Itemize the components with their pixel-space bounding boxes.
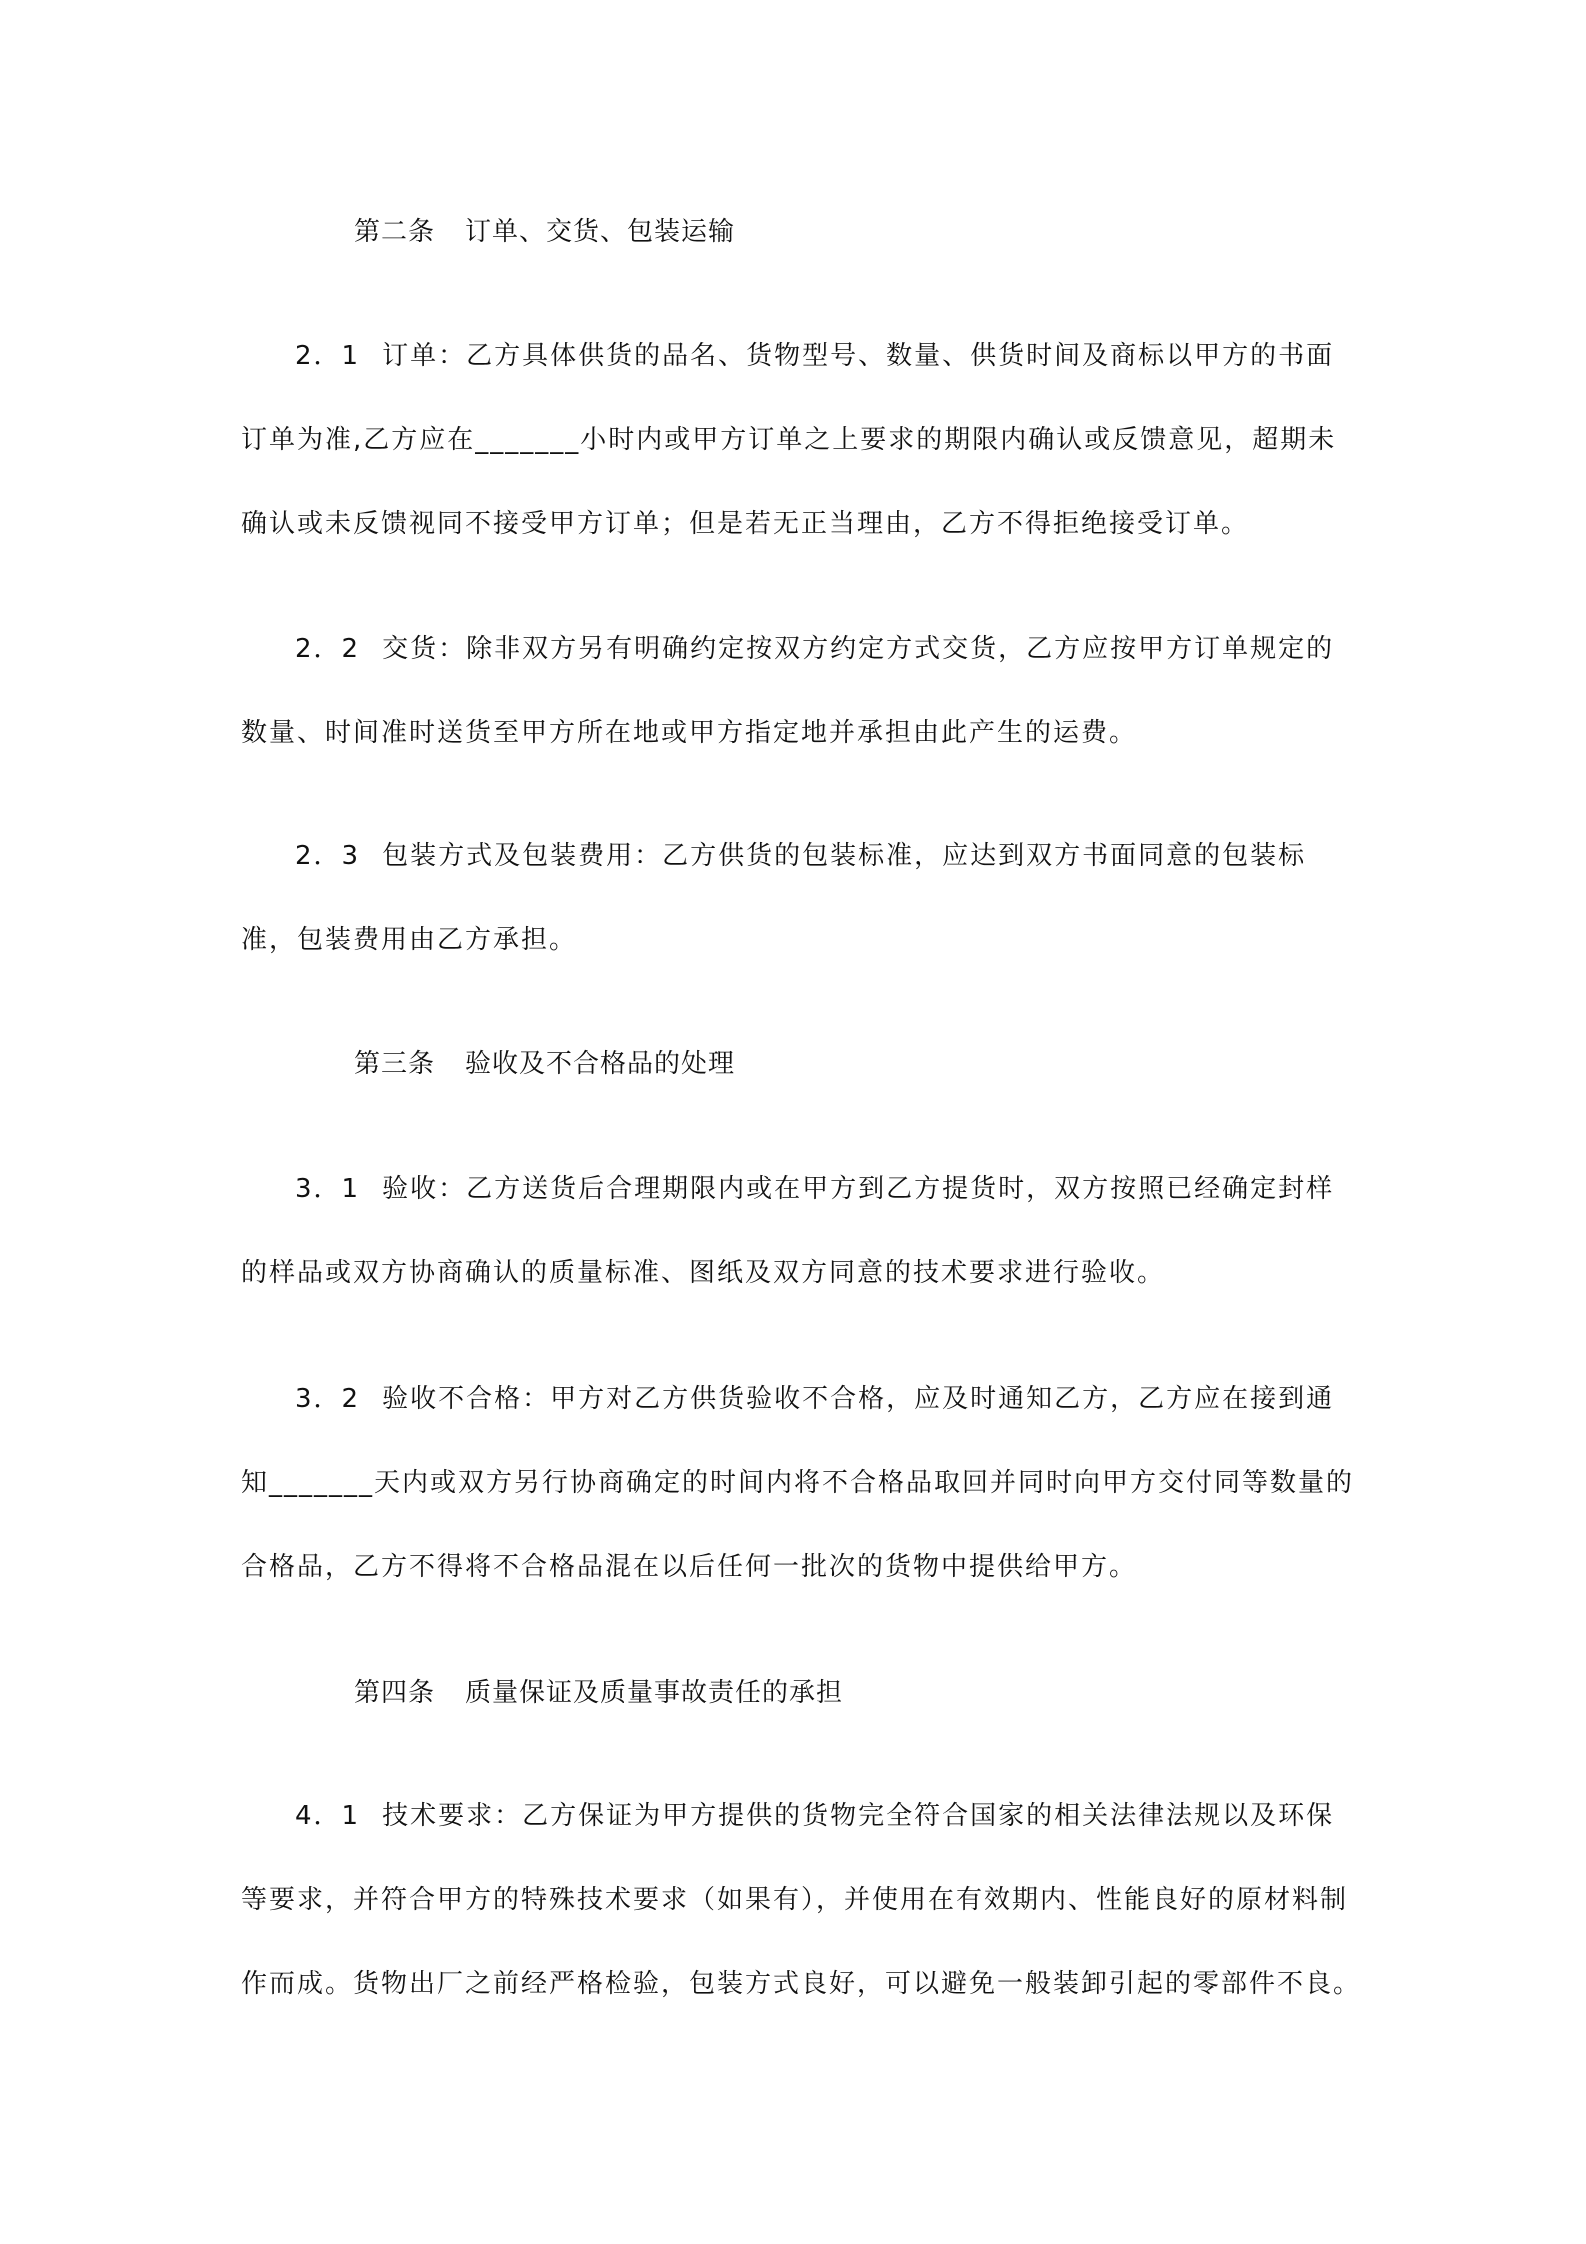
clause-number: 2．3	[295, 841, 361, 871]
clause-body: 乙方送货后合理期限内或在甲方到乙方提货时，双方按照已经确定封样的样品或双方协商确认的质量标准、图纸及双方同意的技术要求进行验收。	[241, 1174, 1335, 1288]
section-number: 第三条	[354, 1049, 436, 1079]
section-heading-4	[354, 1673, 843, 1713]
clause-title: 订单：	[382, 341, 467, 371]
clause-2-1	[241, 314, 1361, 566]
clause-body: 乙方供货的包装标准，应达到双方书面同意的包装标准，包装费用由乙方承担。	[241, 841, 1307, 955]
section-heading-3	[354, 1044, 735, 1084]
clause-title: 验收不合格：	[382, 1384, 551, 1414]
clause-title: 验收：	[382, 1174, 467, 1204]
section-title: 质量保证及质量事故责任的承担	[465, 1678, 844, 1708]
clause-3-2	[241, 1357, 1361, 1609]
clause-4-1	[241, 1774, 1361, 2026]
clause-title: 技术要求：	[382, 1801, 523, 1831]
clause-body: 乙方保证为甲方提供的货物完全符合国家的相关法律法规以及环保等要求，并符合甲方的特殊技术要求（如果有），并使用在有效期内、性能良好的原材料制作而成。货物出厂之前经严格检验，包装方式良好，可以避免一般装卸引起的零部件不良。	[241, 1801, 1362, 1999]
clause-number: 4．1	[295, 1801, 361, 1831]
section-number: 第四条	[354, 1678, 436, 1708]
clause-body: 除非双方另有明确约定按双方约定方式交货，乙方应按甲方订单规定的数量、时间准时送货至甲方所在地或甲方指定地并承担由此产生的运费。	[241, 634, 1335, 748]
clause-2-3	[241, 814, 1361, 982]
clause-body: 乙方具体供货的品名、货物型号、数量、供货时间及商标以甲方的书面订单为准,乙方应在_______小时内或甲方订单之上要求的期限内确认或反馈意见，超期未确认或未反馈视同不接受甲方订单；但是若无正当理由，乙方不得拒绝接受订单。	[241, 341, 1337, 539]
clause-number: 3．1	[295, 1174, 361, 1204]
section-title: 验收及不合格品的处理	[465, 1049, 736, 1079]
clause-2-2	[241, 607, 1361, 775]
clause-title: 交货：	[382, 634, 467, 664]
clause-title: 包装方式及包装费用：	[382, 841, 663, 871]
clause-number: 3．2	[295, 1384, 361, 1414]
clause-number: 2．1	[295, 341, 361, 371]
clause-3-1	[241, 1147, 1361, 1315]
clause-body: 甲方对乙方供货验收不合格，应及时通知乙方，乙方应在接到通知_______天内或双方另行协商确定的时间内将不合格品取回并同时向甲方交付同等数量的合格品，乙方不得将不合格品混在以后任何一批次的货物中提供给甲方。	[241, 1384, 1355, 1582]
section-number: 第二条	[354, 217, 436, 247]
section-title: 订单、交货、包装运输	[465, 217, 736, 247]
section-heading-2	[354, 212, 735, 252]
clause-number: 2．2	[295, 634, 361, 664]
